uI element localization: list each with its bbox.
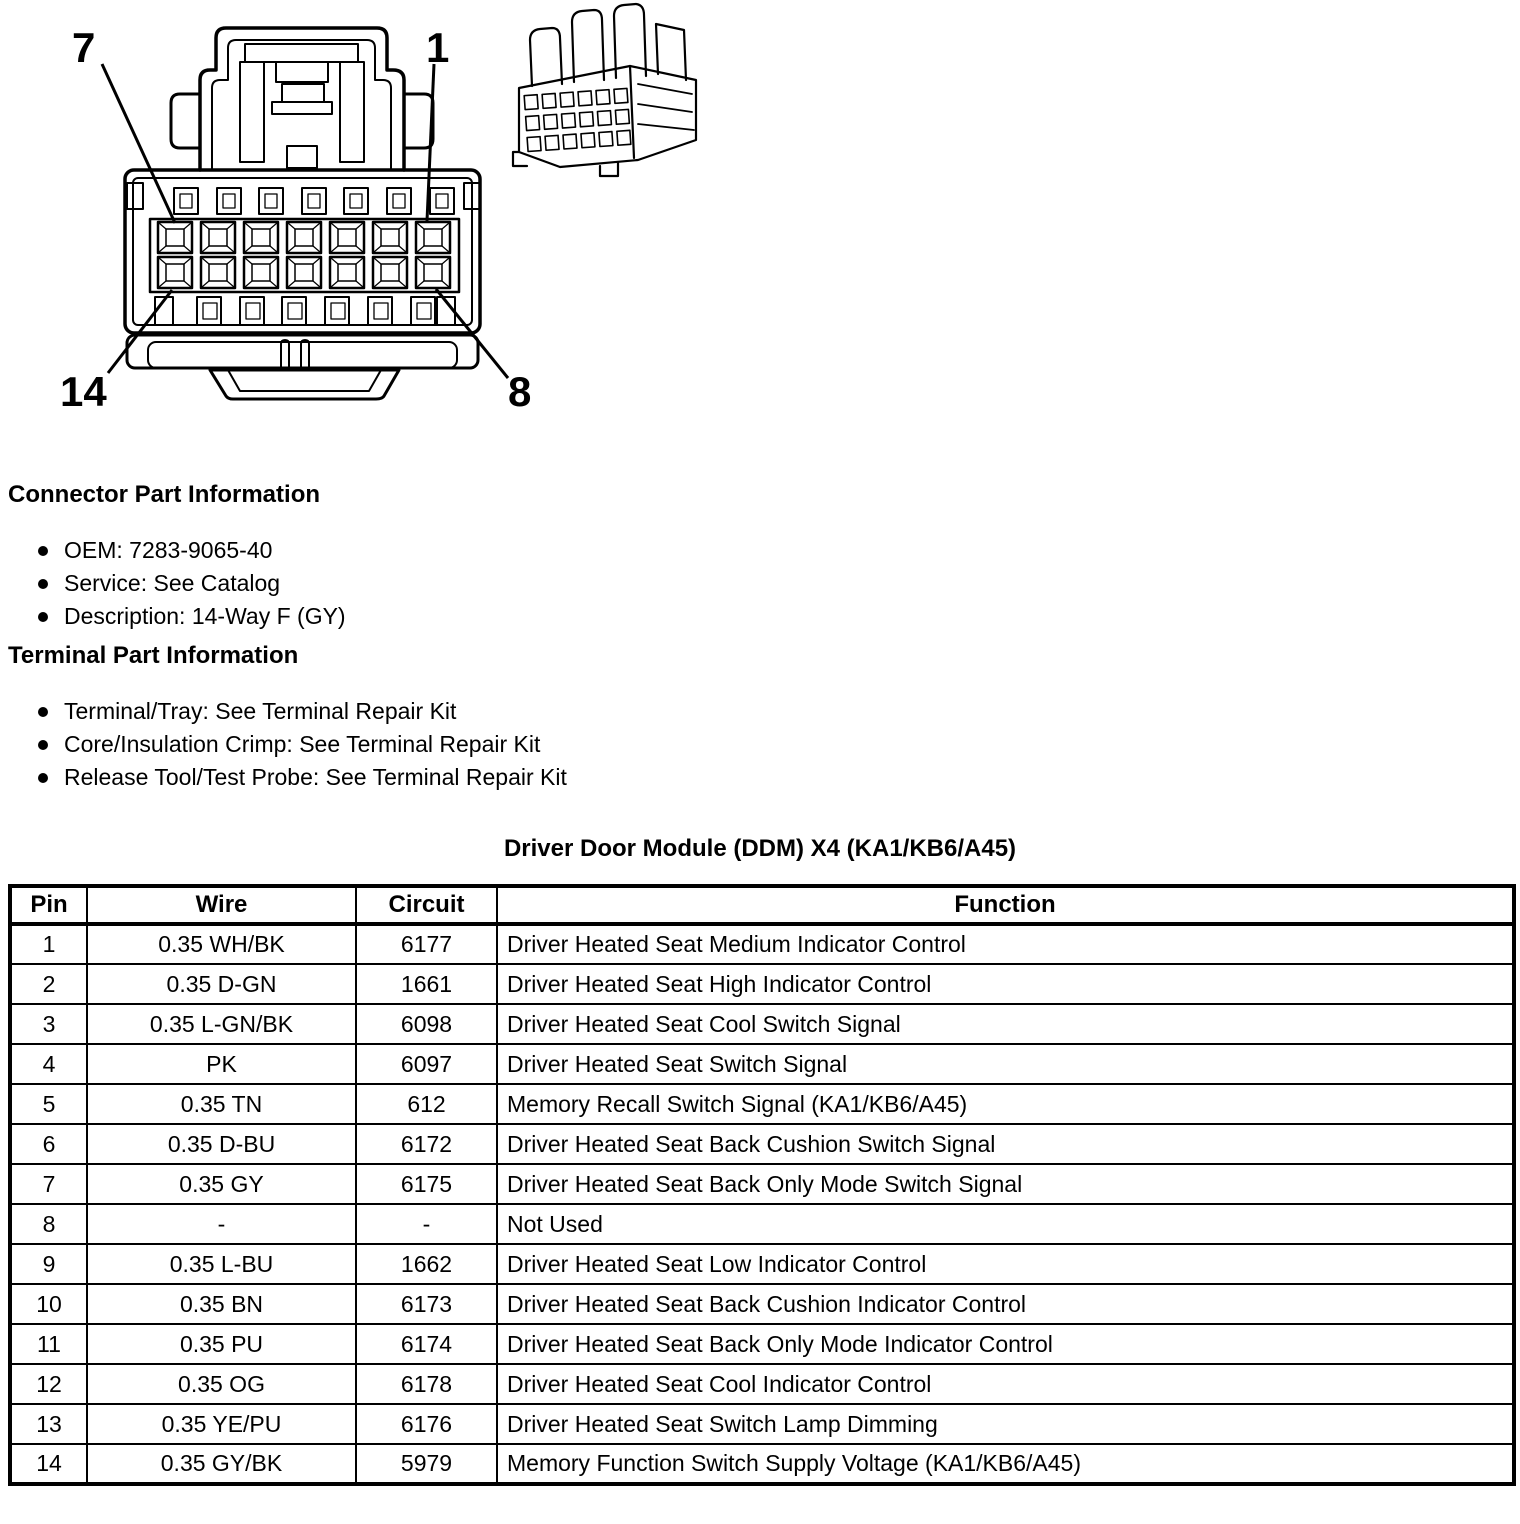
pin-cell: 12 <box>10 1364 87 1404</box>
table-row <box>10 924 1514 964</box>
list-item <box>8 761 567 794</box>
callout-pin7-label: 7 <box>72 24 96 71</box>
wire-cell: 0.35 OG <box>87 1364 356 1404</box>
table-row <box>10 1084 1514 1124</box>
pin-cell: 8 <box>10 1204 87 1244</box>
pin-cell: 4 <box>10 1044 87 1084</box>
pin-cell: 1 <box>10 924 87 964</box>
wire-cell: 0.35 GY <box>87 1164 356 1204</box>
table-row <box>10 1204 1514 1244</box>
function-cell: Driver Heated Seat Back Only Mode Switch Signal <box>497 1164 1514 1204</box>
list-item-text: Release Tool/Test Probe: See Terminal Repair Kit <box>64 764 567 790</box>
circuit-cell: 6177 <box>356 924 497 964</box>
list-item <box>8 695 567 728</box>
function-cell: Memory Recall Switch Signal (KA1/KB6/A45) <box>497 1084 1514 1124</box>
list-item-text: Terminal/Tray: See Terminal Repair Kit <box>64 698 457 724</box>
wire-cell: 0.35 L-BU <box>87 1244 356 1284</box>
list-item <box>8 600 346 633</box>
pin-cell: 14 <box>10 1444 87 1484</box>
list-item-text: OEM: 7283-9065-40 <box>64 537 273 563</box>
header-row <box>10 886 1514 924</box>
table-row <box>10 964 1514 1004</box>
connector-part-info-section <box>8 482 346 633</box>
wire-cell: 0.35 GY/BK <box>87 1444 356 1484</box>
table-row <box>10 1444 1514 1484</box>
callout-pin1-label: 1 <box>426 24 450 71</box>
wire-cell: 0.35 BN <box>87 1284 356 1324</box>
header-circuit: Circuit <box>356 886 497 924</box>
header-wire: Wire <box>87 886 356 924</box>
circuit-cell: 6172 <box>356 1124 497 1164</box>
pin-cell: 9 <box>10 1244 87 1284</box>
circuit-cell: 612 <box>356 1084 497 1124</box>
pin-cell: 2 <box>10 964 87 1004</box>
function-cell: Driver Heated Seat High Indicator Control <box>497 964 1514 1004</box>
table-row <box>10 1164 1514 1204</box>
list-item-text: Service: See Catalog <box>64 570 281 596</box>
function-cell: Driver Heated Seat Back Only Mode Indicator Control <box>497 1324 1514 1364</box>
circuit-cell: 1661 <box>356 964 497 1004</box>
list-item-text: Core/Insulation Crimp: See Terminal Repair Kit <box>64 731 541 757</box>
circuit-cell: 1662 <box>356 1244 497 1284</box>
wire-cell: PK <box>87 1044 356 1084</box>
bullet-icon <box>38 773 48 783</box>
pin-cell: 13 <box>10 1404 87 1444</box>
bullet-icon <box>38 707 48 717</box>
wire-cell: 0.35 PU <box>87 1324 356 1364</box>
pin-cell: 3 <box>10 1004 87 1044</box>
terminal-part-info-list <box>8 695 567 794</box>
circuit-cell: 5979 <box>356 1444 497 1484</box>
list-item <box>8 728 567 761</box>
pinout-table-title: Driver Door Module (DDM) X4 (KA1/KB6/A45) <box>503 835 1017 862</box>
header-function: Function <box>497 886 1514 924</box>
circuit-cell: 6174 <box>356 1324 497 1364</box>
function-cell: Driver Heated Seat Switch Signal <box>497 1044 1514 1084</box>
connector-part-info-heading: Connector Part Information <box>8 481 321 508</box>
function-cell: Driver Heated Seat Cool Indicator Control <box>497 1364 1514 1404</box>
table-row <box>10 1244 1514 1284</box>
function-cell: Driver Heated Seat Medium Indicator Control <box>497 924 1514 964</box>
list-item <box>8 534 346 567</box>
connector-part-info-list <box>8 534 346 633</box>
function-cell: Driver Heated Seat Back Cushion Indicator Control <box>497 1284 1514 1324</box>
circuit-cell: 6175 <box>356 1164 497 1204</box>
circuit-cell: 6176 <box>356 1404 497 1444</box>
function-cell: Driver Heated Seat Cool Switch Signal <box>497 1004 1514 1044</box>
bullet-icon <box>38 612 48 622</box>
bullet-icon <box>38 579 48 589</box>
wire-cell: 0.35 D-GN <box>87 964 356 1004</box>
table-row <box>10 1324 1514 1364</box>
function-cell: Driver Heated Seat Switch Lamp Dimming <box>497 1404 1514 1444</box>
wire-cell: 0.35 TN <box>87 1084 356 1124</box>
function-cell: Driver Heated Seat Back Cushion Switch Signal <box>497 1124 1514 1164</box>
connector-diagram <box>0 0 760 430</box>
table-row <box>10 1404 1514 1444</box>
pin-cell: 10 <box>10 1284 87 1324</box>
wire-cell: - <box>87 1204 356 1244</box>
table-row <box>10 1364 1514 1404</box>
circuit-cell: - <box>356 1204 497 1244</box>
table-row <box>10 1124 1514 1164</box>
bullet-icon <box>38 546 48 556</box>
circuit-cell: 6178 <box>356 1364 497 1404</box>
pin-cell: 5 <box>10 1084 87 1124</box>
terminal-part-info-section <box>8 643 567 794</box>
function-cell: Not Used <box>497 1204 1514 1244</box>
pin-cell: 11 <box>10 1324 87 1364</box>
list-item-text: Description: 14-Way F (GY) <box>64 603 346 629</box>
wire-cell: 0.35 D-BU <box>87 1124 356 1164</box>
function-cell: Memory Function Switch Supply Voltage (KA1/KB6/A45) <box>497 1444 1514 1484</box>
terminal-part-info-heading: Terminal Part Information <box>8 642 299 669</box>
table-row <box>10 1284 1514 1324</box>
circuit-cell: 6173 <box>356 1284 497 1324</box>
callout-leader-pin7 <box>102 64 175 223</box>
circuit-cell: 6098 <box>356 1004 497 1044</box>
header-pin: Pin <box>10 886 87 924</box>
callout-pin8-label: 8 <box>508 368 532 415</box>
callout-pin14-label: 14 <box>60 368 107 415</box>
connector-iso-view <box>513 4 696 176</box>
wire-cell: 0.35 YE/PU <box>87 1404 356 1444</box>
pinout-table-body <box>10 924 1514 1484</box>
wire-cell: 0.35 L-GN/BK <box>87 1004 356 1044</box>
table-row <box>10 1044 1514 1084</box>
function-cell: Driver Heated Seat Low Indicator Control <box>497 1244 1514 1284</box>
pinout-table-header <box>10 886 1514 924</box>
wire-cell: 0.35 WH/BK <box>87 924 356 964</box>
pin-cell: 7 <box>10 1164 87 1204</box>
table-row <box>10 1004 1514 1044</box>
list-item <box>8 567 346 600</box>
pinout-table <box>8 884 1516 1486</box>
pin-cell: 6 <box>10 1124 87 1164</box>
bullet-icon <box>38 740 48 750</box>
circuit-cell: 6097 <box>356 1044 497 1084</box>
